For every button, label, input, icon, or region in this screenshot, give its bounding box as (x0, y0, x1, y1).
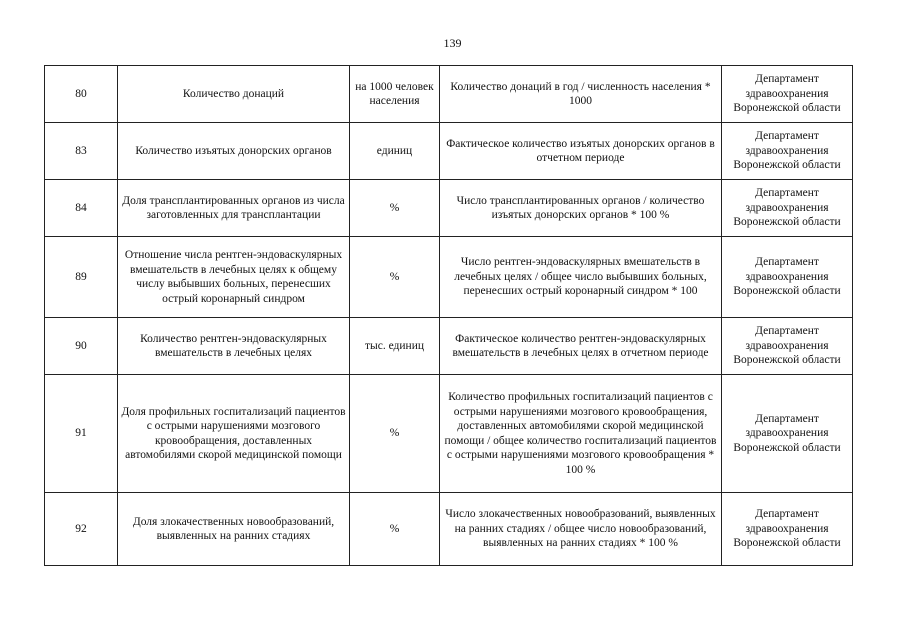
calculation-formula: Число рентген-эндоваскулярных вмешательств в лечебных целях / общее число выбывших больных, перенесших острый коронарный синдром * 100 (440, 237, 722, 318)
indicator-name: Отношение числа рентген-эндоваскулярных вмешательств в лечебных целях к общему числу выбывших больных, перенесших острый коронарный синдром (118, 237, 350, 318)
table-row (45, 375, 853, 493)
page-number: 139 (443, 36, 462, 50)
unit-of-measure: на 1000 человек населения (350, 66, 440, 123)
indicators-table (44, 65, 853, 566)
calculation-formula: Количество донаций в год / численность населения * 1000 (440, 66, 722, 123)
calculation-formula: Количество профильных госпитализаций пациентов с острыми нарушениями мозгового кровообращения, доставленных автомобилями скорой медицинской помощи / общее количество госпитализаций пациентов с острыми нарушениями мозгового кровообращения * 100 % (440, 375, 722, 493)
table-row (45, 493, 853, 566)
calculation-formula: Фактическое количество рентген-эндоваскулярных вмешательств в лечебных целях в отчетном периоде (440, 318, 722, 375)
calculation-formula: Число злокачественных новообразований, выявленных на ранних стадиях / общее число новообразований, выявленных на ранних стадиях * 100 % (440, 493, 722, 566)
table-row (45, 318, 853, 375)
row-number: 80 (45, 66, 118, 123)
row-number: 91 (45, 375, 118, 493)
responsible-department: Департамент здравоохранения Воронежской области (722, 180, 853, 237)
responsible-department: Департамент здравоохранения Воронежской области (722, 237, 853, 318)
unit-of-measure: тыс. единиц (350, 318, 440, 375)
calculation-formula: Фактическое количество изъятых донорских органов в отчетном периоде (440, 123, 722, 180)
row-number: 92 (45, 493, 118, 566)
table-row (45, 237, 853, 318)
row-number: 84 (45, 180, 118, 237)
indicator-name: Доля злокачественных новообразований, выявленных на ранних стадиях (118, 493, 350, 566)
indicator-name: Доля профильных госпитализаций пациентов с острыми нарушениями мозгового кровообращения, доставленных автомобилями скорой медицинской помощи (118, 375, 350, 493)
responsible-department: Департамент здравоохранения Воронежской области (722, 66, 853, 123)
unit-of-measure: единиц (350, 123, 440, 180)
unit-of-measure: % (350, 180, 440, 237)
indicator-name: Количество донаций (118, 66, 350, 123)
responsible-department: Департамент здравоохранения Воронежской области (722, 123, 853, 180)
indicator-name: Количество изъятых донорских органов (118, 123, 350, 180)
indicator-name: Доля трансплантированных органов из числа заготовленных для трансплантации (118, 180, 350, 237)
row-number: 89 (45, 237, 118, 318)
unit-of-measure: % (350, 375, 440, 493)
calculation-formula: Число трансплантированных органов / количество изъятых донорских органов * 100 % (440, 180, 722, 237)
unit-of-measure: % (350, 493, 440, 566)
table-row (45, 123, 853, 180)
table-row (45, 66, 853, 123)
responsible-department: Департамент здравоохранения Воронежской области (722, 318, 853, 375)
responsible-department: Департамент здравоохранения Воронежской области (722, 493, 853, 566)
unit-of-measure: % (350, 237, 440, 318)
table-row (45, 180, 853, 237)
row-number: 90 (45, 318, 118, 375)
indicator-name: Количество рентген-эндоваскулярных вмешательств в лечебных целях (118, 318, 350, 375)
row-number: 83 (45, 123, 118, 180)
responsible-department: Департамент здравоохранения Воронежской области (722, 375, 853, 493)
